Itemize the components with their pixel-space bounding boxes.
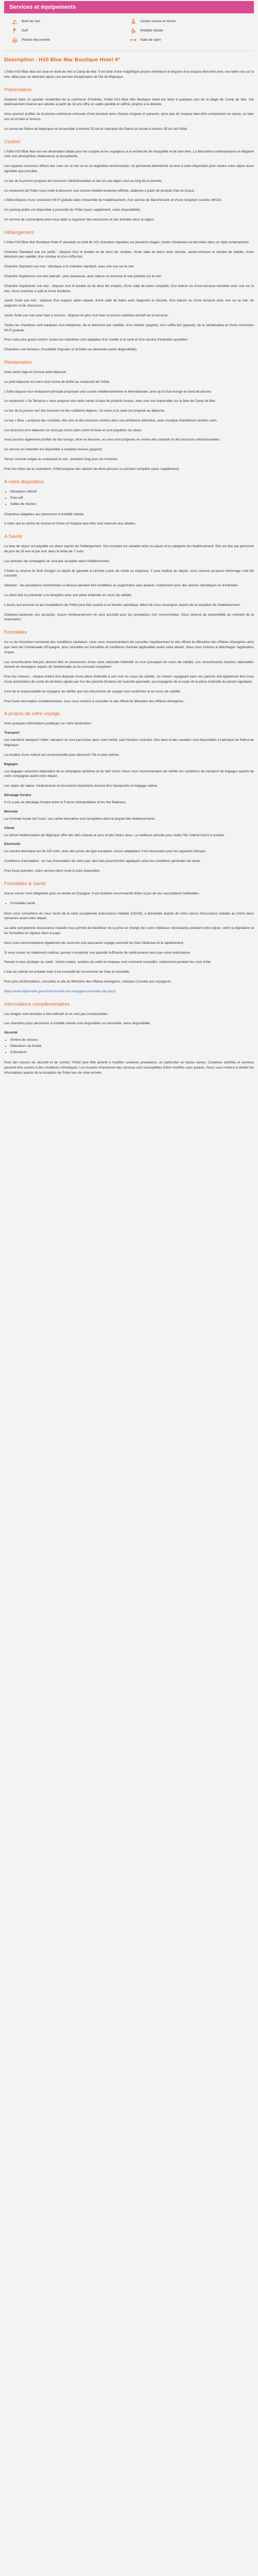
paragraph: Les objets de valeur, médicaments et documents importants doivent être transportés en bagage cabine. [4, 784, 158, 788]
paragraph: Conditions d'annulation : en cas d'annulation de votre part, des frais pourront être appliqués selon les conditions générales de vente. [4, 859, 201, 863]
service-label: Centre remise en forme [140, 19, 176, 23]
paragraph: L'hôtel dispose d'un restaurant principal proposant une cuisine méditerranéenne et internationale, ainsi qu'un bar-lounge en bord de piscine. [4, 389, 212, 394]
paragraph: Pour plus d'informations, consultez le site du Ministère des Affaires étrangères, rubrique Conseils aux voyageurs. [4, 979, 172, 984]
paragraph: L'accès aux piscines et aux installations de l'hôtel peut être soumis à un horaire spécifique. Merci de vous renseigner auprès de la réception de l'établissement. [4, 603, 240, 607]
list-item: • Extincteurs [10, 1050, 254, 1055]
list-item: • Free wifi [10, 496, 254, 501]
label-securite: Sécurité [4, 1031, 18, 1035]
paragraph: Vous pourrez également profiter du bar lounge, situé en terrasse, où vous sont proposés en soirée des cocktails et des boissons rafraîchissantes. [4, 438, 220, 442]
service-item-beach [11, 18, 130, 25]
paragraph: Le bar de la piscine propose des boissons rafraîchissantes et des en-cas légers tout au long de la journée. [4, 179, 163, 183]
section-heading-formalites: Formalités [4, 630, 27, 636]
security-list [4, 1038, 254, 1055]
description-title: Description - H10 Blue Mar Boutique Hotel 4* [4, 57, 120, 63]
paragraph: Un service en chambre est disponible à certaines heures (payant). [4, 448, 103, 452]
paragraph: Chèques-vacances non acceptés. Aucun remboursement ne sera accordé pour les prestations non consommées. Sous réserve de disponibilité au moment de la réservation. [4, 613, 254, 622]
paragraph: Les images sont données à titre indicatif et ne sont pas contractuelles. [4, 1012, 109, 1016]
paragraph: Chambre Supérieure vue mer latérale : plus spacieuse, avec balcon ou terrasse et vue partielle sur la mer. [4, 274, 163, 278]
service-item-spa [130, 18, 249, 25]
service-label: Salle de sport [140, 38, 161, 42]
paragraph: Les transferts aéroport / hôtel / aéroport ne sont pas inclus dans votre forfait, sauf mention contraire. Des taxis et des navettes sont disponibles à l'aéroport de Palma de Majorque. [4, 738, 254, 747]
health-list [4, 901, 254, 906]
wheelchair-icon [130, 27, 136, 33]
paragraph: L'hôtel H10 Blue Mar Boutique Hotel 4* possède un total de 101 chambres réparties sur plusieurs étages, toutes climatisées et décorées dans un style contemporain. [4, 240, 250, 244]
section-heading-disposition: A votre disposition [4, 479, 44, 485]
paragraph: Pour toute information complémentaire, nous vous invitons à consulter le site officiel du Ministère des Affaires étrangères. [4, 699, 185, 703]
paragraph: Les ressortissants français doivent être en possession d'une carte nationale d'identité ou d'un passeport en cours de validité. Les ressortissants d'autres nationalités doivent se renseigner auprès de l'ambassade ou du consulat compétent. [4, 660, 254, 669]
paragraph: Voici quelques informations pratiques sur votre destination : [4, 722, 93, 726]
paragraph: Les chambres pour personnes à mobilité réduite sont disponibles sur demande, selon disponibilité. [4, 1022, 151, 1026]
services-header: Services et équipements [4, 1, 254, 13]
paragraph: L'eau du robinet est potable mais il est conseillé de consommer de l'eau en bouteille. [4, 970, 130, 974]
paragraph: Chambres adaptées aux personnes à mobilité réduite. [4, 512, 85, 516]
section-heading-restauration: Restauration [4, 359, 32, 365]
paragraph: Aucun vaccin n'est obligatoire pour se rendre en Espagne. Il est toutefois recommandé d'être à jour de ses vaccinations habituelles. [4, 891, 200, 895]
paragraph: Chambre Standard vue sur jardin : dispose d'un lit double ou de deux lits simples, d'une salle de bains avec douche, sèche-cheveux et articles de toilette, d'une télévision par satellite, d'un minibar et d'un coffre-fort. [4, 250, 254, 259]
paragraph: Pour les mineurs : chaque enfant doit disposer d'une pièce d'identité à son nom en cours de validité. Un mineur voyageant sans ses parents doit également être muni d'une autorisation de sortie du territoire signée par l'un des parents titulaires de l'autorité parentale, accompagnée de la copie de la pièce d'identité du parent signataire. [4, 675, 254, 684]
paragraph: Le petit-déjeuner est servi sous forme de buffet au restaurant de l'hôtel. [4, 380, 110, 384]
paragraph: Il est de la responsabilité du voyageur de vérifier que ses documents de voyage sont conformes et en cours de validité. [4, 689, 181, 693]
paragraph: Vous serez logé en formule petit-déjeuner. [4, 370, 67, 374]
spa-icon [130, 18, 136, 24]
service-item-gym [130, 36, 249, 43]
label-monnaie: Monnaie [4, 809, 18, 814]
paragraph: La taxe de séjour est payable sur place auprès de l'hébergement. Son montant est variable selon la saison et la catégorie de l'établissement. Elle est due par personne de plus de 16 ans et par nuit, dans la limite de 7 nuits. [4, 545, 254, 554]
paragraph: Attention : les prestations mentionnées ci-dessus peuvent être modifiées ou supprimées sans préavis, notamment pour des raisons climatiques ou d'entretien. [4, 584, 239, 588]
pool-icon [11, 37, 18, 43]
paragraph: Pensez à vous protéger du soleil : crème solaire, lunettes de soleil et chapeau sont vivement conseillés, notamment pendant les mois d'été. [4, 960, 212, 964]
paragraph: Toutes les chambres sont équipées d'un téléphone, de la télévision par satellite, d'un minibar (payant), d'un coffre-fort (payant), de la climatisation et d'une connexion Wi-Fi gratuite. [4, 323, 254, 332]
label-climat: Climat [4, 826, 14, 830]
paragraph: La carte européenne d'assurance maladie vous permet de bénéficier de la prise en charge des soins médicaux nécessaires pendant votre séjour, selon la législation et les formalités en vigueur dans le pays. [4, 926, 254, 935]
list-item: • Salles de réunion [10, 502, 254, 507]
label-electricite: Electricité [4, 842, 21, 846]
services-grid [4, 13, 254, 48]
paragraph: Nous vous recommandons également de souscrire une assurance voyage couvrant les frais médicaux et le rapatriement. [4, 941, 184, 945]
paragraph: Le restaurant de l'hôtel vous invite à découvrir une cuisine méditerranéenne raffinée, élaborée à partir de produits frais et locaux. [4, 189, 196, 193]
paragraph: L'hôtel H10 Blue Mar est situé en bord de mer à Camp de Mar. Il est doté d'une magnifique piscine extérieure et dispose d'un espace bien-être avec une belle vue sur la mer, idéal pour se détendre après une journée d'exploration de l'île de Majorque. [4, 70, 254, 79]
paragraph: L'hôtel H10 Blue Mar est une destination idéale pour les couples et les voyageurs à la recherche de tranquillité et de bien-être. La décoration contemporaine et élégante crée une atmosphère chaleureuse et accueillante. [4, 149, 254, 159]
service-label: Piscine découverte [22, 38, 50, 42]
paragraph: Un service de conciergerie peut vous aider à organiser des excursions et des activités dans la région. [4, 217, 155, 222]
paragraph: Le bar « Blue » propose des cocktails, des vins et des boissons variées dans une ambiance détendue, avec musique d'ambiance certains soirs. [4, 418, 218, 422]
label-transport: Transport [4, 731, 20, 735]
section-heading-hebergement: Hébergement [4, 229, 34, 235]
paragraph: Pour des raisons de sécurité et de confort, l'hôtel peut être amené à modifier certaines prestations, en particulier en basse saison. Certaines activités et services peuvent être soumis à des conditions climatiques. Les horaires d'ouverture des services sont susceptibles d'être modifiés sans préavis. Nous vous invitons à vérifier les informations auprès de la réception de l'hôtel lors de votre arrivée. [4, 1061, 254, 1075]
paragraph: Chambres non-fumeurs. Possibilité d'ajouter un lit bébé sur demande (selon disponibilité). [4, 348, 138, 352]
paragraph: La monnaie locale est l'euro. Les cartes bancaires sont acceptées dans la plupart des établissements. [4, 817, 156, 821]
paragraph: Les espaces communs offrent des vues sur la mer et sur la végétation environnante. Un personnel attentionné se tient à votre disposition pour rendre votre séjour aussi agréable que possible. [4, 164, 254, 173]
paragraph: Tenue correcte exigée au restaurant le soir : pantalon long pour les hommes. [4, 457, 119, 462]
section-heading-voyage: A propos de votre voyage [4, 711, 60, 717]
paragraph: Au vu de l'évolution constante des conditions sanitaires, nous vous recommandons de consulter régulièrement le site officiel du Ministère des Affaires étrangères ainsi que celui de l'Ambassade d'Espagne, pour connaître les formalités et conditions d'entrée applicables avant votre départ. Nous vous invitons à télécharger l'application Ariane. [4, 640, 254, 654]
paragraph: Chambre Standard vue mer : identique à la chambre standard, avec une vue sur la mer. [4, 265, 135, 269]
label-decalage: Décalage horaire [4, 793, 31, 797]
section-heading-infos: Informations complémentaires [4, 1001, 70, 1007]
divider [4, 50, 254, 51]
paragraph: Il n'y a pas de décalage horaire entre la France métropolitaine et les îles Baléares. [4, 800, 126, 804]
services-box [4, 1, 254, 48]
label-bagages: Bagages [4, 762, 19, 766]
paragraph: Vous pourrez profiter de la piscine extérieure entourée d'une terrasse avec chaises longues et parasols, ainsi que de l'espace bien-être comprenant un sauna, un bain turc et un bain à remous. [4, 112, 254, 121]
paragraph: Pour votre plus grand confort, toutes les chambres sont équipées d'un oreiller à la carte et d'un service d'entretien quotidien. [4, 338, 189, 342]
section-heading-a-savoir: A Savoir [4, 534, 23, 540]
paragraph: Chambre Supérieure vue mer : dispose d'un lit double ou de deux lits simples, d'une salle de bains complète, d'un balcon ou d'une terrasse meublée avec vue sur la mer, d'une machine à café et d'une bouilloire. [4, 284, 254, 293]
section-heading-presentation: Présentation [4, 87, 32, 93]
service-item-wheelchair [130, 27, 249, 34]
paragraph: Junior Suite vue mer avec bain à remous : dispose en plus d'un bain à remous extérieur privatif sur la terrasse. [4, 313, 169, 317]
paragraph: Le restaurant « Sa Terrassa » vous propose une carte variée à base de produits locaux, avec une vue imprenable sur la baie de Camp de Mar. [4, 399, 216, 403]
service-item-pool [11, 36, 130, 43]
paragraph: Les bagages autorisés dépendent de la compagnie aérienne et du tarif choisi. Nous vous recommandons de vérifier les conditions de transport de bagages auprès de votre compagnie avant votre départ. [4, 769, 254, 778]
paragraph: Le centre de Palma de Majorque est accessible à environ 25 km et l'aéroport de Palma se trouve à environ 35 km de l'hôtel. [4, 127, 188, 131]
list-item: • Réception 24h/24 [10, 489, 254, 495]
service-item-golf [11, 27, 130, 34]
page [4, 0, 254, 1076]
paragraph: Le client doit se présenter à la réception avec une pièce d'identité en cours de validité. [4, 594, 133, 598]
paragraph: Nous vous conseillons de vous munir de la carte européenne d'assurance maladie (CEAM), à demander auprès de votre caisse d'assurance maladie au moins deux semaines avant votre départ. [4, 911, 254, 921]
golf-icon [11, 27, 18, 33]
service-label: Bord de mer [22, 19, 40, 23]
list-item: • Détecteurs de fumée [10, 1044, 254, 1049]
paragraph: Les animaux de compagnie ne sont pas acceptés dans l'établissement. [4, 559, 110, 563]
paragraph: Pour les hôtes qui le souhaitent, l'hôtel propose des options de demi-pension ou pension complète (avec supplément). [4, 467, 180, 471]
paragraph: Implanté dans un quartier résidentiel de la commune d'Andratx, l'hôtel H10 Blue Mar Boutique Hotel est situé à quelques pas de la plage de Camp de Mar. Cet établissement réservé aux adultes à partir de 18 ans offre un cadre paisible et raffiné, propice à la détente. [4, 97, 254, 107]
section-heading-sante: Formalités & Santé [4, 880, 46, 887]
diplomatie-link[interactable]: https://www.diplomatie.gouv.fr/fr/conseils-aux-voyageurs/conseils-par-pays/ [4, 989, 116, 993]
paragraph: Le courant électrique est de 220 volts, avec des prises de type européen. Aucun adaptateur n'est nécessaire pour les appareils français. [4, 850, 206, 854]
beach-icon [11, 18, 18, 24]
paragraph: Les boissons et le déjeuner ne sont pas inclus dans votre formule et sont payables sur place. [4, 428, 142, 432]
list-item: • Formalités santé [10, 901, 254, 906]
paragraph: Le bar de la piscine sert des boissons et des collations légères. Un menu à la carte est proposé au déjeuner. [4, 409, 166, 413]
gym-icon [130, 37, 136, 43]
paragraph: Un parking public est disponible à proximité de l'hôtel (avec supplément, selon disponibilité). [4, 208, 141, 212]
paragraph: Pour toute question, notre service client reste à votre disposition. [4, 869, 101, 873]
amenities-list [4, 489, 254, 507]
paragraph: Si vous suivez un traitement médical, pensez à emporter une quantité suffisante de médicaments ainsi que votre ordonnance. [4, 951, 191, 955]
paragraph: A noter que le centre de remise en forme et l'espace bien-être sont réservés aux adultes. [4, 522, 136, 526]
paragraph: L'hôtel se réserve le droit d'exiger un dépôt de garantie à l'arrivée (carte de crédit ou espèces). Il sera restitué au départ, sous réserve qu'aucun dommage n'ait été constaté. [4, 569, 254, 578]
paragraph: L'hôtel dispose d'une connexion Wi-Fi gratuite dans l'ensemble de l'établissement, d'un service de blanchisserie et d'une réception ouverte 24h/24. [4, 198, 222, 202]
section-heading-confort: Confort [4, 139, 21, 145]
paragraph: Junior Suite vue mer : dispose d'un espace salon séparé, d'une salle de bains avec baignoire et douche, d'un balcon ou d'une terrasse avec vue sur la mer, de peignoirs et de chaussons. [4, 299, 254, 308]
paragraph: La location d'une voiture est recommandée pour découvrir l'île à votre rythme. [4, 753, 120, 757]
service-label: Mobilité réduite [140, 28, 164, 32]
service-label: Golf [22, 28, 28, 32]
paragraph: Le climat méditerranéen de Majorque offre des étés chauds et secs et des hivers doux. La meilleure période pour visiter l'île s'étend d'avril à octobre. [4, 833, 225, 837]
list-item: • Sorties de secours [10, 1038, 254, 1043]
